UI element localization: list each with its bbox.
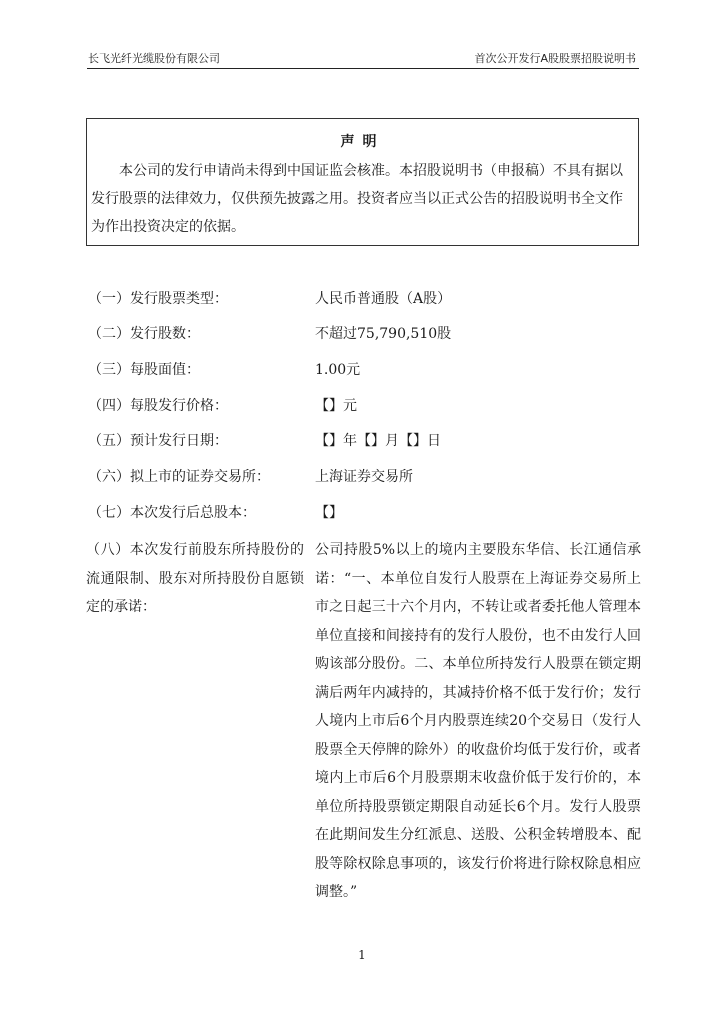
item-label: （五）预计发行日期： (88, 433, 228, 449)
item-value: 【】元 (315, 398, 357, 414)
page-number: 1 (358, 948, 366, 962)
item-value: 1.00元 (315, 362, 361, 378)
item-label: （七）本次发行后总股本： (88, 505, 256, 521)
item-label: （三）每股面值： (88, 362, 200, 378)
statement-title: 声明 (340, 134, 385, 150)
item-label: （四）每股发行价格： (88, 398, 228, 414)
item-label: （六）拟上市的证券交易所： (88, 469, 270, 485)
header-rule (87, 68, 639, 69)
item-row-share-count (0, 320, 724, 348)
item-row-total-shares (0, 499, 724, 527)
item-label: （二）发行股数： (88, 326, 200, 342)
item-row-exchange (0, 463, 724, 491)
item-row-par-value (0, 356, 724, 384)
item-value: 人民币普通股（A股） (315, 291, 452, 307)
item-value: 【】年【】月【】日 (315, 433, 441, 449)
item-value: 不超过75,790,510股 (315, 326, 452, 342)
header-document-title: 首次公开发行A股股票招股说明书 (474, 52, 636, 65)
item-label: （一）发行股票类型： (88, 291, 228, 307)
item-row-issue-price (0, 392, 724, 420)
item-value-lockup: 公司持股5%以上的境内主要股东华信、长江通信承诺：“一、本单位自发行人股票在上海证券交易所上市之日起三十六个月内，不转让或者委托他人管理本单位直接和间接持有的发行人股份，也不由发行人回购该部分股份。二、本单位所持发行人股票在锁定期满后两年内减持的，其减持价格不低于发行价；发行人境内上市后6个月内股票连续20个交易日（发行人股票全天停牌的除外）的收盘价均低于发行价，或者境内上市后6个月股票期末收盘价低于发行价的，本单位所持股票锁定期限自动延长6个月。发行人股票在此期间发生分红派息、送股、公积金转增股本、配股等除权除息事项的，该发行价将进行除权除息相应调整。” (315, 542, 641, 900)
item-value: 【】 (315, 505, 343, 521)
item-row-stock-type (0, 285, 724, 313)
statement-body: 本公司的发行申请尚未得到中国证监会核准。本招股说明书（申报稿）不具有据以发行股票的法律效力，仅供预先披露之用。投资者应当以正式公告的招股说明书全文作为作出投资决定的依据。 (91, 163, 623, 235)
item-row-issue-date (0, 427, 724, 455)
item-value: 上海证券交易所 (315, 469, 413, 485)
statement-box (86, 118, 639, 246)
item-label-lockup: （八）本次发行前股东所持股份的流通限制、股东对所持股份自愿锁定的承诺： (86, 542, 304, 615)
header-company-name: 长飞光纤光缆股份有限公司 (88, 52, 220, 65)
